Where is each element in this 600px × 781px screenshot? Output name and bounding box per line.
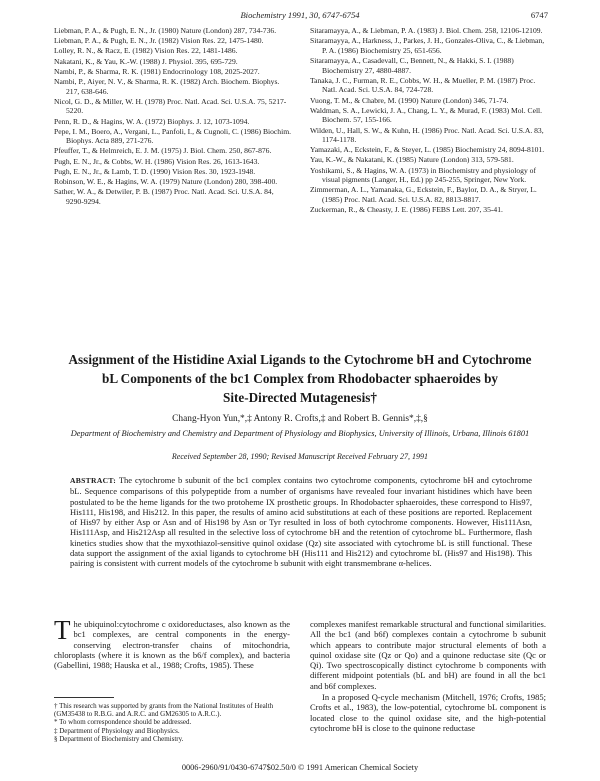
body-column-right [310,619,546,733]
footnotes [54,702,292,743]
title-line-2: bL Components of the bc1 Complex from Rhodobacter sphaeroides by [101,371,499,386]
footnote-item: § Department of Biochemistry and Chemistry. [54,734,184,743]
abstract-text: The cytochrome b subunit of the bc1 complex contains two cytochrome components, cytochrome bH and cytochrome bL. Sequence comparisons of this polypeptide from a number of organisms have revealed four invariant histidines which have been postulated to be the heme ligands for the two protoheme IX prosthetic groups. In Rhodobacter sphaeroides, these correspond to His97, His111, His198, and His212. In this paper, the results of amino acid substitutions at each of these positions are reported. Replacement of His97 by either Asp or Asn and of His198 by Asn or Tyr resulted in loss of both cytochrome components. However, His111Asn, His111Asp, and His212Asp all resulted in the selective loss of cytochrome bH and the retention of cytochrome bL. Furthermore, flash kinetics studies show that the myxothiazol-sensitive quinol oxidase (Qz) site associated with cytochrome bL is still functional. These data support the assignment of the axial ligands to cytochrome bH (His111 and His212) and cytochrome bL (His97 and His198). This pairing is consistent with current models of the cytochrome b subunit with eight transmembrane α-helices. [70,475,532,569]
footnote-divider [54,697,114,698]
reference-item: Yau, K.-W., & Nakatani, K. (1985) Nature (London) 313, 579-581. [310,155,514,165]
reference-item: Nambi, P., & Sharma, R. K. (1981) Endocrinology 108, 2025-2027. [54,66,260,76]
drop-cap: T [54,615,71,645]
intro-text-left: he ubiquinol:cytochrome c oxidoreductases, also known as the bc1 complexes, are central components in the energy-conserving electron-transfer chains of mitochondria, chloroplasts (where it is known as the b6/f complex), and bacteria (Gabellini, 1988; Hauska et al., 1988; Crofts, 1985). These [54,619,290,671]
reference-item: Lolley, R. N., & Racz, E. (1982) Vision Res. 22, 1481-1486. [54,46,238,56]
footnote-item: † This research was supported by grants from the National Institutes of Health (GM35438 to R.B.G. and A.R.C. and GM26305 to A.R.C.). [54,702,274,719]
intro-paragraph-continued: complexes manifest remarkable structural and functional similarities. All the bc1 (and b6f) complexes contain a cytochrome b subunit which appears to contribute major structural elements of both a quinol oxidase site (Qz or Qo) and a quinone reductase site (Qc or Qi). Two spectroscopically distinct cytochrome b components with different midpoint potentials (bL and bH) are found in all the bc1 and b6f complexes. [310,619,546,691]
reference-item: Vuong, T. M., & Chabre, M. (1990) Nature (London) 346, 71-74. [310,95,509,105]
running-head [0,10,600,20]
author-affiliation: Department of Biochemistry and Chemistry and Department of Physiology and Biophysics, University of Illinois, Urbana, Illinois 61801 [70,429,530,438]
reference-item: Pugh, E. N., Jr., & Cobbs, W. H. (1986) Vision Res. 26, 1613-1643. [54,156,260,166]
reference-item: Yoshikami, S., & Hagins, W. A. (1973) in Biochemistry and physiology of visual pigments (Langer, H., Ed.) pp 245-255, Springer, New York. [310,165,536,185]
journal-citation: Biochemistry 1991, 30, 6747-6754 [240,10,360,20]
title-line-3: Site-Directed Mutagenesis† [223,390,377,405]
article-title [36,350,564,407]
reference-item: Pugh, E. N., Jr., & Lamb, T. D. (1990) Vision Res. 30, 1923-1948. [54,166,256,176]
reference-item: Sitaramayya, A., Casadevall, C., Bennett, N., & Hakki, S. I. (1988) Biochemistry 27, 4880-4887. [310,55,514,75]
page-number: 6747 [530,10,548,20]
intro-paragraph [54,615,290,671]
reference-item: Nambi, P., Aiyer, N. V., & Sharma, R. K. (1982) Arch. Biochem. Biophys. 217, 638-646. [54,76,280,96]
footnote-item: ‡ Department of Physiology and Biophysics. [54,726,180,735]
reference-item: Liebman, P. A., & Pugh, E. N., Jr. (1982) Vision Res. 22, 1475-1480. [54,36,264,46]
references-column-left [54,26,292,207]
abstract-label: ABSTRACT: [70,476,117,485]
reference-item: Wilden, U., Hall, S. W., & Kuhn, H. (1986) Proc. Natl. Acad. Sci. U.S.A. 83, 1174-1178. [310,125,544,145]
reference-item: Yamazaki, A., Eckstein, F., & Steyer, L. (1985) Biochemistry 24, 8094-8101. [310,145,545,155]
abstract [70,475,532,569]
reference-item: Zuckerman, R., & Cheasty, J. E. (1986) FEBS Lett. 207, 35-41. [310,205,503,215]
received-dates: Received September 28, 1990; Revised Manuscript Received February 27, 1991 [171,452,429,461]
title-line-1: Assignment of the Histidine Axial Ligands to the Cytochrome bH and Cytochrome [68,352,532,367]
body-column-left [54,615,290,671]
reference-item: Sitaramayya, A., & Liebman, P. A. (1983) J. Biol. Chem. 258, 12106-12109. [310,26,543,35]
author-list: Chang-Hyon Yun,*,‡ Antony R. Crofts,‡ and Robert B. Gennis*,‡,§ [172,414,428,424]
reference-item: Pepe, I. M., Boero, A., Vergani, L., Panfoli, I., & Cugnoli, C. (1986) Biochim. Biophys. Acta 889, 271-276. [54,126,292,146]
reference-item: Robinson, W. E., & Hagins, W. A. (1979) Nature (London) 280, 398-400. [54,177,278,187]
footnote-item: * To whom correspondence should be addressed. [54,718,192,727]
reference-item: Penn, R. D., & Hagins, W. A. (1972) Biophys. J. 12, 1073-1094. [54,116,250,126]
reference-item: Nicol, G. D., & Miller, W. H. (1978) Proc. Natl. Acad. Sci. U.S.A. 75, 5217-5220. [54,96,287,116]
reference-item: Liebman, P. A., & Pugh, E. N., Jr. (1980) Nature (London) 287, 734-736. [54,26,277,35]
copyright-footer: 0006-2960/91/0430-6747$02.50/0 © 1991 American Chemical Society [181,763,419,772]
intro-paragraph-2: In a proposed Q-cycle mechanism (Mitchell, 1976; Crofts, 1985; Crofts et al., 1983), the low-potential, cytochrome bL component is located close to the quinol oxidase site, and the high-potential cytochrome bH is close to the quinone reductase [310,692,546,733]
reference-item: Nakatani, K., & Yau, K.-W. (1988) J. Physiol. 395, 695-729. [54,56,238,66]
reference-item: Sitaramayya, A., Harkness, J., Parkes, J. H., Gonzales-Oliva, C., & Liebman, P. A. (1986) Biochemistry 25, 651-656. [310,36,545,55]
references-column-right [310,26,548,215]
reference-item: Tanaka, J. C., Furman, R. E., Cobbs, W. H., & Mueller, P. M. (1987) Proc. Natl. Acad. Sci. U.S.A. 84, 724-728. [310,75,536,95]
reference-item: Zimmerman, A. L., Yamanaka, G., Eckstein, F., Baylor, D. A., & Stryer, L. (1985) Proc. Natl. Acad. Sci. U.S.A. 82, 8813-8817. [310,185,537,205]
reference-item: Sather, W. A., & Detwiler, P. B. (1987) Proc. Natl. Acad. Sci. U.S.A. 84, 9290-9294. [54,187,274,206]
reference-item: Pfeuffer, T., & Helmreich, E. J. M. (1975) J. Biol. Chem. 250, 867-876. [54,146,272,156]
reference-item: Waldman, S. A., Lewicki, J. A., Chang, L. Y., & Murad, F. (1983) Mol. Cell. Biochem. 57, 155-166. [310,105,543,125]
